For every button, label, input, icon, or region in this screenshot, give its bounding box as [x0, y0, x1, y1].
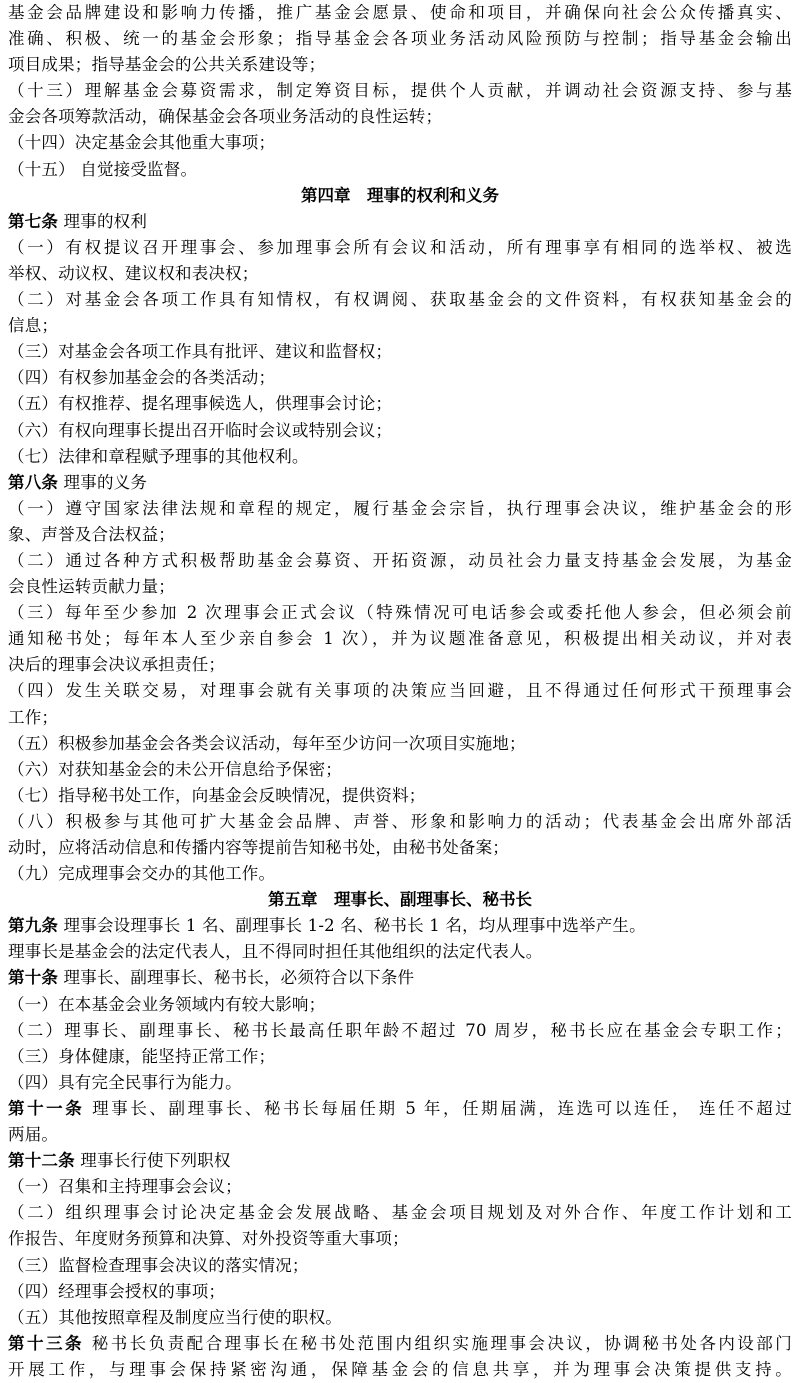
line-text: （四）发生关联交易，对理事会就有关事项的决策应当回避，且不得通过任何形式干预理事会 — [8, 681, 792, 701]
text-line — [8, 1148, 792, 1174]
article-number: 第八条 — [8, 472, 59, 492]
text-line — [8, 1200, 792, 1226]
text-line — [8, 209, 792, 235]
text-line — [8, 1174, 792, 1200]
text-line — [8, 1018, 792, 1044]
text-line — [8, 626, 792, 652]
line-text: 理事会设理事长 1 名、副理事长 1-2 名、秘书长 1 名，均从理事中选举产生。 — [58, 916, 646, 936]
line-text: （七）指导秘书处工作，向基金会反映情况，提供资料； — [8, 785, 426, 805]
line-text: （二）对基金会各项工作具有知情权，有权调阅、获取基金会的文件资料，有权获知基金会的 — [8, 290, 792, 310]
text-line — [8, 26, 792, 52]
line-text: （五）其他按照章程及制度应当行使的职权。 — [8, 1307, 342, 1327]
text-line — [8, 548, 792, 574]
line-text: （九）完成理事会交办的其他工作。 — [8, 864, 276, 884]
line-text: （六）有权向理事长提出召开临时会议或特别会议； — [8, 420, 393, 440]
article-number: 第九条 — [8, 916, 59, 936]
text-line — [8, 965, 792, 991]
article-number: 第十二条 — [8, 1151, 75, 1171]
text-line — [8, 731, 792, 757]
line-text: （七）法律和章程赋予理事的其他权利。 — [8, 446, 309, 466]
article-number: 第十一条 — [8, 1098, 85, 1118]
text-line — [8, 705, 792, 731]
text-line — [8, 313, 792, 339]
line-text: （三）监督检查理事会决议的落实情况； — [8, 1255, 309, 1275]
text-line — [8, 287, 792, 313]
text-line — [8, 913, 792, 939]
line-text: （十五） 自觉接受监督。 — [8, 159, 198, 179]
text-line — [8, 757, 792, 783]
line-text: （十三）理解基金会募资需求，制定筹资目标，提供个人贡献，并调动社会资源支持、参与基 — [8, 81, 792, 101]
text-line — [8, 339, 792, 365]
line-text: （十四）决定基金会其他重大事项； — [8, 133, 276, 153]
line-text: （三）身体健康，能坚持正常工作； — [8, 1046, 276, 1066]
text-line — [8, 1044, 792, 1070]
line-text: （三）对基金会各项工作具有批评、建议和监督权； — [8, 342, 393, 362]
line-text: （四）具有完全民事行为能力。 — [8, 1072, 242, 1092]
text-line — [8, 130, 792, 156]
line-text: 理事长、副理事长、秘书长每届任期 5 年，任期届满，连选可以连任， 连任不超过 — [84, 1098, 792, 1118]
line-text: 会良性运转贡献力量； — [8, 577, 175, 597]
text-line — [8, 470, 792, 496]
line-text: 决后的理事会决议承担责任； — [8, 655, 226, 675]
line-text: 秘书长负责配合理事长在秘书处范围内组织实施理事会决议，协调秘书处各内设部门 — [83, 1333, 792, 1353]
line-text: （八）积极参与其他可扩大基金会品牌、声誉、形象和影响力的活动；代表基金会出席外部活 — [8, 811, 792, 831]
line-text: （二）理事长、副理事长、秘书长最高任职年龄不超过 70 周岁，秘书长应在基金会专职工作； — [8, 1020, 792, 1040]
text-line — [8, 600, 792, 626]
text-line — [8, 783, 792, 809]
article-number: 第十三条 — [8, 1333, 84, 1353]
line-text: （五）有权推荐、提名理事候选人，供理事会讨论； — [8, 394, 393, 414]
chapter-heading: 第五章 理事长、副理事长、秘书长 — [268, 890, 532, 910]
text-line — [8, 835, 792, 861]
text-line — [8, 157, 792, 183]
text-line — [8, 522, 792, 548]
text-line — [8, 391, 792, 417]
line-text: （一）在本基金会业务领域内有较大影响； — [8, 994, 326, 1014]
line-text: 准确、积极、统一的基金会形象；指导基金会各项业务活动风险预防与控制；指导基金会输出 — [8, 29, 792, 49]
text-line — [8, 574, 792, 600]
text-line — [8, 861, 792, 887]
line-text: 理事的权利 — [58, 211, 148, 231]
line-text: 理事的义务 — [58, 472, 148, 492]
text-line — [8, 365, 792, 391]
line-text: （一）有权提议召开理事会、参加理事会所有会议和活动，所有理事享有相同的选举权、被选 — [8, 237, 792, 257]
text-line — [8, 1096, 792, 1122]
line-text: 理事长、副理事长、秘书长，必须符合以下条件 — [58, 968, 415, 988]
line-text: 象、声誉及合法权益； — [8, 524, 175, 544]
line-text: 理事长是基金会的法定代表人，且不得同时担任其他组织的法定代表人。 — [8, 942, 543, 962]
text-line — [8, 1253, 792, 1279]
text-line — [8, 235, 792, 261]
text-line — [8, 418, 792, 444]
line-text: 动时，应将活动信息和传播内容等提前告知秘书处，由秘书处备案； — [8, 838, 509, 857]
line-text: 信息； — [8, 316, 59, 336]
line-text: （二）组织理事会讨论决定基金会发展战略、基金会项目规划及对外合作、年度工作计划和工 — [8, 1203, 792, 1223]
text-line — [8, 52, 792, 78]
text-line — [8, 1070, 792, 1096]
line-text: 基金会品牌建设和影响力传播，推广基金会愿景、使命和项目，并确保向社会公众传播真实、 — [8, 3, 792, 22]
line-text: 通知秘书处；每年本人至少亲自参会 1 次），并为议题准备意见，积极提出相关动议，并对表 — [8, 629, 792, 649]
text-line — [8, 678, 792, 704]
text-line — [8, 1357, 792, 1383]
text-line — [8, 1331, 792, 1357]
text-line — [8, 104, 792, 130]
line-text: 开展工作，与理事会保持紧密沟通，保障基金会的信息共享，并为理事会决策提供支持。 — [8, 1359, 792, 1379]
line-text: 举权、动议权、建议权和表决权； — [8, 263, 259, 283]
line-text: 作报告、年度财务预算和决算、对外投资等重大事项； — [8, 1229, 409, 1249]
line-text: （一）遵守国家法律法规和章程的规定，履行基金会宗旨，执行理事会决议，维护基金会的形 — [8, 498, 792, 518]
line-text: （四）经理事会授权的事项； — [8, 1281, 226, 1301]
text-line — [8, 1122, 792, 1148]
text-line — [8, 1279, 792, 1305]
line-text: 金会各项筹款活动，确保基金会各项业务活动的良性运转； — [8, 107, 443, 127]
line-text: （五）积极参加基金会各类会议活动，每年至少访问一次项目实施地； — [8, 733, 526, 753]
line-text: 项目成果；指导基金会的公共关系建设等； — [8, 55, 326, 75]
chapter-heading: 第四章 理事的权利和义务 — [301, 185, 499, 205]
line-text: （六）对获知基金会的未公开信息给予保密； — [8, 759, 342, 779]
text-line — [8, 939, 792, 965]
text-line — [8, 496, 792, 522]
text-line — [8, 652, 792, 678]
text-line — [8, 1305, 792, 1331]
text-line — [8, 444, 792, 470]
line-text: （三）每年至少参加 2 次理事会正式会议（特殊情况可电话参会或委托他人参会，但必须会前 — [8, 603, 792, 623]
line-text: （一）召集和主持理事会会议； — [8, 1177, 242, 1197]
text-line — [8, 809, 792, 835]
text-line — [8, 261, 792, 287]
line-text: 两届。 — [8, 1125, 59, 1145]
article-number: 第十条 — [8, 968, 59, 988]
article-number: 第七条 — [8, 211, 59, 231]
line-text: 理事长行使下列职权 — [74, 1151, 231, 1171]
text-line — [8, 992, 792, 1018]
line-text: （二）通过各种方式积极帮助基金会募资、开拓资源，动员社会力量支持基金会发展，为基金 — [8, 550, 792, 570]
line-text: （四）有权参加基金会的各类活动； — [8, 368, 276, 388]
line-text: 工作； — [8, 707, 59, 727]
text-line — [8, 0, 792, 26]
text-line — [8, 78, 792, 104]
text-line — [8, 1226, 792, 1252]
